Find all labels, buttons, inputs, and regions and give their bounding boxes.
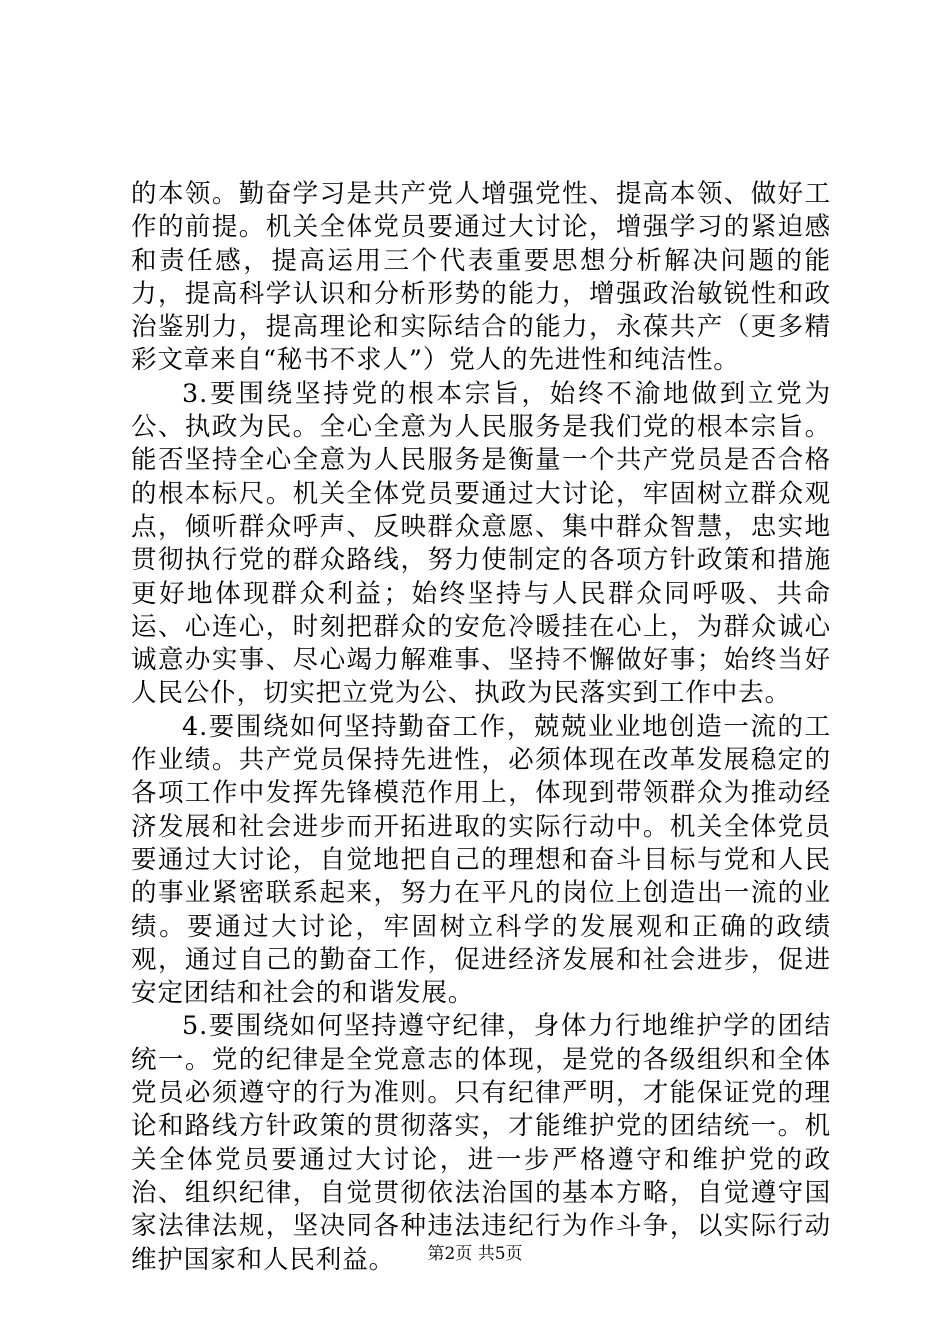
body-text [131, 178, 831, 1277]
paragraph-3: 4.要围绕如何坚持勤奋工作，兢兢业业地创造一流的工作业绩。共产党员保持先进性，必须体现在改革发展稳定的各项工作中发挥先锋模范作用上，体现到带领群众为推动经济发展和社会进步而开拓进取的实际行动中。机关全体党员要通过大讨论，自觉地把自己的理想和奋斗目标与党和人民的事业紧密联系起来，努力在平凡的岗位上创造出一流的业绩。要通过大讨论，牢固树立科学的发展观和正确的政绩观，通过自己的勤奋工作，促进经济发展和社会进步，促进安定团结和社会的和谐发展。 [131, 711, 831, 1009]
paragraph-1: 的本领。勤奋学习是共产党人增强党性、提高本领、做好工作的前提。机关全体党员要通过大讨论，增强学习的紧迫感和责任感，提高运用三个代表重要思想分析解决问题的能力，提高科学认识和分析形势的能力，增强政治敏锐性和政治鉴别力，提高理论和实际结合的能力，永葆共产（更多精彩文章来自“秘书不求人”）党人的先进性和纯洁性。 [131, 179, 831, 376]
page-footer [0, 1243, 950, 1265]
page-number: 第2页 共5页 [427, 1244, 523, 1264]
paragraph-2: 3.要围绕坚持党的根本宗旨，始终不渝地做到立党为公、执政为民。全心全意为人民服务是我们党的根本宗旨。能否坚持全心全意为人民服务是衡量一个共产党员是否合格的根本标尺。机关全体党员要通过大讨论，牢固树立群众观点，倾听群众呼声、反映群众意愿、集中群众智慧，忠实地贯彻执行党的群众路线，努力使制定的各项方针政策和措施更好地体现群众利益；始终坚持与人民群众同呼吸、共命运、心连心，时刻把群众的安危冷暖挂在心上，为群众诚心诚意办实事、尽心竭力解难事、坚持不懈做好事；始终当好人民公仆，切实把立党为公、执政为民落实到工作中去。 [131, 378, 831, 709]
paragraph-4: 5.要围绕如何坚持遵守纪律，身体力行地维护学的团结统一。党的纪律是全党意志的体现，是党的各级组织和全体党员必须遵守的行为准则。只有纪律严明，才能保证党的理论和路线方针政策的贯彻落实，才能维护党的团结统一。机关全体党员要通过大讨论，进一步严格遵守和维护党的政治、组织纪律，自觉贯彻依法治国的基本方略，自觉遵守国家法律法规，坚决同各种违法违纪行为作斗争，以实际行动维护国家和人民利益。 [131, 1011, 831, 1275]
